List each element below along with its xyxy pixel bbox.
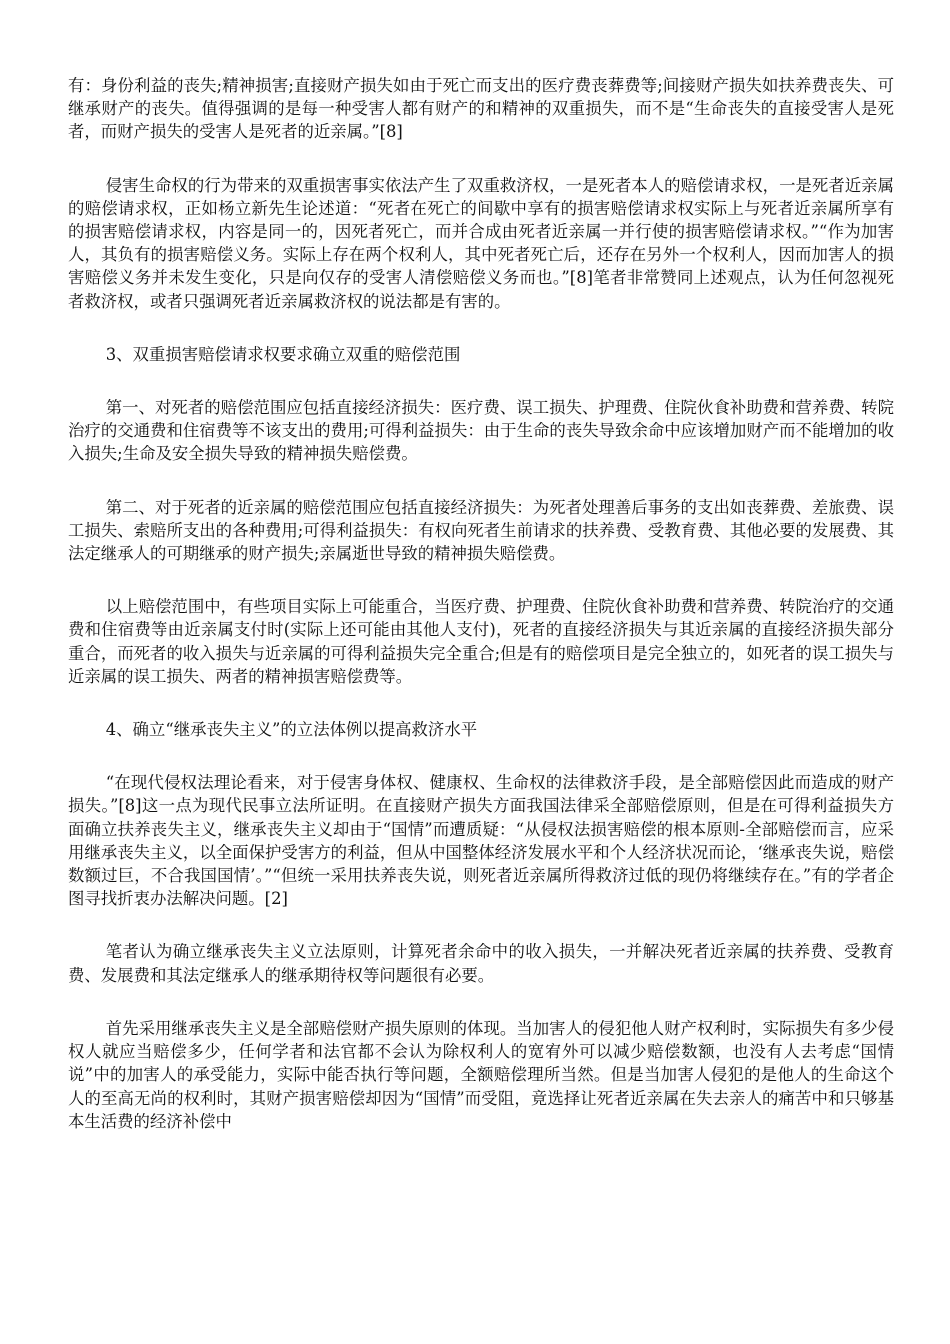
paragraph-double-remedy: 侵害生命权的行为带来的双重损害事实依法产生了双重救济权，一是死者本人的赔偿请求权，一是死者近亲属的赔偿请求权，正如杨立新先生论述道：“死者在死亡的间歇中享有的损害赔偿请求权实际上与死者近亲属所享有的损害赔偿请求权，内容是同一的，因死者死亡，而并合成由死者近亲属一并行使的损害赔偿请求权。”“作为加害人，其负有的损害赔偿义务。实际上存在两个权利人，其中死者死亡后，还存在另外一个权利人，因而加害人的损害赔偿义务并未发生变化，只是向仅存的受害人清偿赔偿义务而也。”[8]笔者非常赞同上述观点，认为任何忽视死者救济权，或者只强调死者近亲属救济权的说法都是有害的。	[68, 175, 894, 311]
paragraph-overlap: 以上赔偿范围中，有些项目实际上可能重合，当医疗费、护理费、住院伙食补助费和营养费、转院治疗的交通费和住宿费等由近亲属支付时(实际上还可能由其他人支付)，死者的直接经济损失与其近亲属的直接经济损失部分重合，而死者的收入损失与近亲属的可得利益损失完全重合;但是有的赔偿项目是完全独立的，如死者的误工损失与近亲属的误工损失、两者的精神损害赔偿费等。	[68, 597, 894, 686]
document-body	[68, 74, 894, 1163]
paragraph-quote-modern-tort: “在现代侵权法理论看来，对于侵害身体权、健康权、生命权的法律救济手段，是全部赔偿因此而造成的财产损失。”[8]这一点为现代民事立法所证明。在直接财产损失方面我国法律采全部赔偿原则，但是在可得利益损失方面确立扶养丧失主义，继承丧失主义却由于“国情”而遭质疑：“从侵权法损害赔偿的根本原则-全部赔偿而言，应采用继承丧失主义，以全面保护受害方的利益，但从中国整体经济发展水平和个人经济状况而论，‘继承丧失说，赔偿数额过巨，不合我国国情’。”“但统一采用扶养丧失说，则死者近亲属所得救济过低的现仍将继续存在。”有的学者企图寻找折衷办法解决问题。[2]	[68, 773, 894, 909]
paragraph-second-scope: 第二、对于死者的近亲属的赔偿范围应包括直接经济损失：为死者处理善后事务的支出如丧葬费、差旅费、误工损失、索赔所支出的各种费用;可得利益损失：有权向死者生前请求的扶养费、受教育费、其他必要的发展费、其法定继承人的可期继承的财产损失;亲属逝世导致的精神损失赔偿费。	[68, 497, 894, 564]
paragraph-author-view: 笔者认为确立继承丧失主义立法原则，计算死者余命中的收入损失，一并解决死者近亲属的扶养费、受教育费、发展费和其法定继承人的继承期待权等问题很有必要。	[68, 942, 894, 985]
section-heading-3: 3、双重损害赔偿请求权要求确立双重的赔偿范围	[105, 344, 461, 364]
paragraph-first-scope: 第一、对死者的赔偿范围应包括直接经济损失：医疗费、误工损失、护理费、住院伙食补助费和营养费、转院治疗的交通费和住宿费等不该支出的费用;可得利益损失：由于生命的丧失导致余命中应该增加财产而不能增加的收入损失;生命及安全损失导致的精神损失赔偿费。	[68, 398, 894, 464]
section-heading-4: 4、确立“继承丧失主义”的立法体例以提高救济水平	[105, 720, 478, 740]
paragraph-continuation: 有：身份利益的丧失;精神损害;直接财产损失如由于死亡而支出的医疗费丧葬费等;间接财产损失如扶养费丧失、可继承财产的丧失。值得强调的是每一种受害人都有财产的和精神的双重损失，而不是“生命丧失的直接受害人是死者，而财产损失的受害人是死者的近亲属。”[8]	[68, 76, 894, 142]
paragraph-first-reason: 首先采用继承丧失主义是全部赔偿财产损失原则的体现。当加害人的侵犯他人财产权利时，实际损失有多少侵权人就应当赔偿多少，任何学者和法官都不会认为除权利人的宽宥外可以减少赔偿数额，也没有人去考虑“国情说”中的加害人的承受能力，实际中能否执行等问题，全额赔偿理所当然。但是当加害人侵犯的是他人的生命这个人的至高无尚的权利时，其财产损害赔偿却因为“国情”而受阻，竟选择让死者近亲属在失去亲人的痛苦中和只够基本生活费的经济补偿中	[68, 1018, 894, 1131]
